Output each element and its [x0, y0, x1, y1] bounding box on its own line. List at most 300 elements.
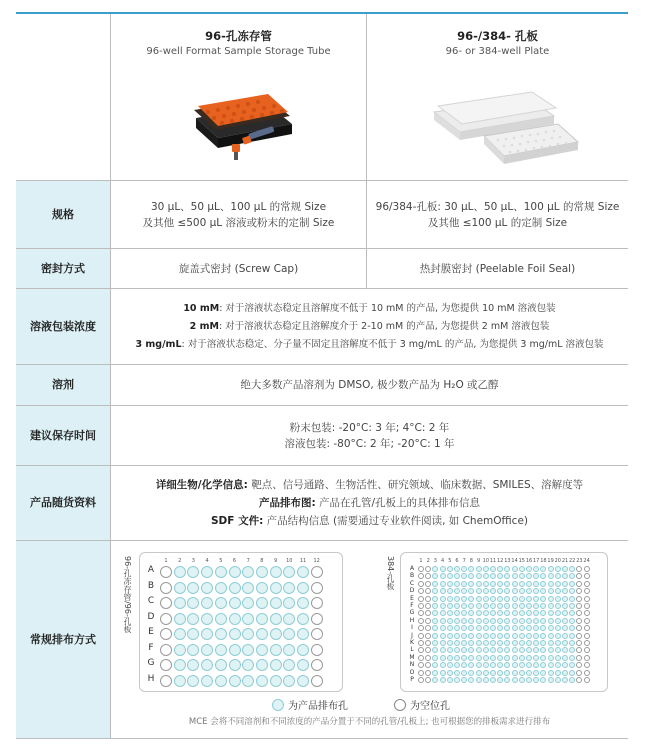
plate384-well — [461, 633, 467, 639]
plate384-well — [555, 670, 561, 676]
plate384-well — [562, 670, 568, 676]
plate96-well — [160, 644, 172, 656]
plate96-well — [311, 644, 323, 656]
plate96-well — [160, 659, 172, 671]
plate384-col-label: 23 — [576, 558, 583, 564]
plate384-col-label: 9 — [477, 558, 481, 564]
plate384-well — [425, 618, 431, 624]
plate96-well — [215, 566, 227, 578]
plate96-well — [270, 675, 282, 687]
plate96-well — [215, 675, 227, 687]
plate384-well — [512, 618, 518, 624]
plate96-row-label: B — [147, 580, 155, 591]
plate384-well — [483, 618, 489, 624]
plate384-well — [440, 633, 446, 639]
plate384-well — [476, 662, 482, 668]
plate96-well — [256, 675, 268, 687]
plate96-well — [256, 582, 268, 594]
plate384-well — [526, 603, 532, 609]
plate384-row-label: L — [410, 646, 414, 654]
plate384-row-label: N — [409, 661, 415, 669]
plate384-well — [548, 662, 554, 668]
plate384-well — [418, 596, 424, 602]
plate96-well — [201, 613, 213, 625]
plate384-well — [562, 633, 568, 639]
plate384-well — [418, 603, 424, 609]
plate384-well — [526, 566, 532, 572]
docs-line1-label: 详细生物/化学信息: — [155, 479, 248, 491]
conc-line-2mm — [190, 319, 550, 335]
header-col2 — [367, 28, 628, 57]
plate96-side-label: 96-孔冻存管/96-孔板 — [123, 556, 132, 633]
well-plate-image — [428, 84, 580, 170]
tube-rack-image — [188, 76, 298, 166]
plate384-well — [555, 677, 561, 683]
plate96-well — [256, 613, 268, 625]
plate384-well — [548, 670, 554, 676]
plate96-well — [187, 675, 199, 687]
plate384-well — [555, 662, 561, 668]
plate384-well — [440, 603, 446, 609]
plate384-well — [584, 655, 590, 661]
plate96-well — [297, 675, 309, 687]
plate96-well — [311, 675, 323, 687]
spec-col2 — [367, 181, 628, 248]
row-divider — [16, 738, 628, 739]
plate384-row-label: J — [411, 631, 413, 639]
plate384-well — [454, 670, 460, 676]
plate384-well — [569, 633, 575, 639]
docs-line3 — [211, 512, 528, 530]
plate384-well — [584, 640, 590, 646]
plate96-well — [160, 566, 172, 578]
plate384-well — [476, 640, 482, 646]
storage-content — [111, 406, 628, 465]
plate384-well — [526, 633, 532, 639]
plate96-well — [215, 644, 227, 656]
plate384-well — [584, 625, 590, 631]
plate384-well — [418, 677, 424, 683]
plate96-well — [311, 566, 323, 578]
legend — [272, 697, 450, 712]
plate384-well — [548, 677, 554, 683]
plate96-well — [242, 582, 254, 594]
header-col1-title: 96-孔冻存管 — [205, 29, 272, 43]
row-label-docs: 产品随货资料 — [30, 496, 96, 509]
plate384-well — [454, 566, 460, 572]
spec-col2-line1: 96/384-孔板: 30 μL、50 μL、100 μL 的常规 Size — [375, 200, 620, 213]
docs-line2-label: 产品排布图: — [258, 497, 316, 509]
plate384-well — [447, 618, 453, 624]
plate384-well — [425, 655, 431, 661]
plate384-well — [584, 670, 590, 676]
seal-col2: 热封膜密封 (Peelable Foil Seal) — [419, 262, 576, 275]
header-col1 — [111, 28, 366, 57]
plate384-well — [476, 588, 482, 594]
plate384-well — [440, 596, 446, 602]
conc-10mm-text: : 对于溶液状态稳定且溶解度不低于 10 mM 的产品, 为您提供 10 mM 溶液包装 — [219, 302, 556, 314]
plate384-well — [519, 566, 525, 572]
plate96-well — [229, 628, 241, 640]
plate384-col-label: 22 — [569, 558, 576, 564]
plate384-well — [562, 618, 568, 624]
plate384-col-label: 1 — [419, 558, 423, 564]
plate384-well — [483, 640, 489, 646]
plate384-well — [447, 625, 453, 631]
plate96-well — [201, 675, 213, 687]
plate384-well — [447, 662, 453, 668]
plate384-well — [569, 655, 575, 661]
plate384-well — [497, 670, 503, 676]
plate384-well — [418, 633, 424, 639]
plate96-well — [297, 597, 309, 609]
plate96-well — [215, 582, 227, 594]
plate96-col-label: 11 — [299, 558, 307, 564]
plate96-row-label: G — [147, 658, 155, 668]
plate384-well — [519, 588, 525, 594]
plate96-well — [229, 644, 241, 656]
plate96-well — [215, 597, 227, 609]
plate96-well — [174, 644, 186, 656]
plate384-well — [454, 677, 460, 683]
plate384-col-label: 8 — [469, 558, 473, 564]
plate384-well — [454, 618, 460, 624]
plate96-well — [311, 613, 323, 625]
plate384-well — [548, 618, 554, 624]
plate384-well — [476, 566, 482, 572]
plate96-well — [256, 628, 268, 640]
plate384-well — [476, 625, 482, 631]
plate384-row-label: H — [409, 616, 415, 624]
plate96-row-label: C — [147, 596, 155, 606]
plate96-well — [215, 613, 227, 625]
plate384-well — [519, 677, 525, 683]
plate384-well — [461, 670, 467, 676]
plate384-col-label: 12 — [497, 558, 504, 564]
plate384-well — [418, 581, 424, 587]
plate384-well — [533, 596, 539, 602]
plate96-col-label: 8 — [260, 558, 264, 564]
plate96-well — [229, 659, 241, 671]
plate384-col-label: 17 — [533, 558, 540, 564]
plate384-well — [519, 625, 525, 631]
plate96-well — [256, 659, 268, 671]
plate384-col-label: 7 — [462, 558, 466, 564]
plate384-well — [476, 633, 482, 639]
plate384-well — [562, 640, 568, 646]
layout-note: MCE 会将不同溶剂和不同浓度的产品分置于不同的孔管/孔板上; 也可根据您的排板需求进行排布 — [188, 717, 551, 727]
plate384-well — [447, 603, 453, 609]
plate96-col-label: 12 — [313, 558, 320, 564]
plate96-well — [187, 613, 199, 625]
plate384-row-label: K — [410, 639, 414, 646]
plate384-row-label: P — [410, 676, 414, 683]
row-label-layout: 常规排布方式 — [30, 632, 96, 646]
plate384-well — [519, 596, 525, 602]
plate384-col-label: 2 — [426, 558, 430, 564]
plate384-well — [548, 566, 554, 572]
plate384-col-label: 15 — [518, 558, 525, 564]
plate384-well — [490, 640, 496, 646]
plate384-row-label: G — [409, 609, 415, 617]
plate384-well — [584, 588, 590, 594]
plate96-well — [283, 644, 295, 656]
plate96-well — [270, 582, 282, 594]
plate96-well — [297, 582, 309, 594]
plate384-col-label: 6 — [455, 558, 459, 564]
plate384-col-label: 18 — [540, 558, 547, 564]
plate96-well — [229, 613, 241, 625]
plate384-well — [490, 655, 496, 661]
plate96-well — [311, 628, 323, 640]
plate96-well — [201, 582, 213, 594]
plate384-row-label: B — [409, 572, 415, 580]
legend-empty-icon — [394, 699, 406, 711]
plate384-well — [490, 603, 496, 609]
plate96-well — [297, 644, 309, 656]
plate384-well — [490, 566, 496, 572]
storage-solution: 溶液包装: -80°C: 2 年; -20°C: 1 年 — [284, 437, 455, 450]
spec-col1 — [111, 181, 366, 248]
plate384-well — [483, 603, 489, 609]
plate384-well — [512, 655, 518, 661]
plate384-col-label: 10 — [482, 558, 489, 564]
plate96-well — [270, 644, 282, 656]
plate384-well — [584, 596, 590, 602]
plate96-well — [201, 659, 213, 671]
plate384-well — [548, 655, 554, 661]
plate384-well — [447, 566, 453, 572]
plate384-row-label: I — [411, 624, 413, 632]
plate384-well — [440, 588, 446, 594]
plate96-well — [270, 566, 282, 578]
plate384-well — [440, 566, 446, 572]
spec-col1-line1: 30 μL、50 μL、100 μL 的常规 Size — [150, 200, 327, 213]
plate384-well — [526, 655, 532, 661]
plate384-well — [512, 603, 518, 609]
plate96-well — [174, 582, 186, 594]
plate384-well — [497, 655, 503, 661]
plate384-well — [490, 596, 496, 602]
plate96-row-label: F — [148, 642, 154, 653]
plate96-well — [256, 566, 268, 578]
conc-2mm-label: 2 mM — [189, 320, 219, 332]
plate96-well — [201, 566, 213, 578]
plate384-well — [562, 603, 568, 609]
plate384-well — [497, 633, 503, 639]
plate384-well — [526, 596, 532, 602]
plate384-well — [555, 603, 561, 609]
plate96-row-label: D — [147, 611, 155, 622]
plate384-well — [562, 566, 568, 572]
plate384-well — [483, 633, 489, 639]
plate384-well — [447, 588, 453, 594]
plate384-well — [476, 581, 482, 587]
plate384-well — [562, 677, 568, 683]
plate384-well — [555, 588, 561, 594]
plate96-well — [174, 628, 186, 640]
plate384-well — [476, 677, 482, 683]
plate96-well — [174, 566, 186, 578]
plate384-col-label: 21 — [561, 558, 569, 564]
plate384-well — [548, 625, 554, 631]
storage-powder: 粉末包装: -20°C: 3 年; 4°C: 2 年 — [289, 421, 450, 434]
plate384-well — [584, 566, 590, 572]
plate384-well — [454, 603, 460, 609]
plate384-well — [447, 655, 453, 661]
row-label-solvent: 溶剂 — [52, 378, 74, 391]
plate384-well — [425, 581, 431, 587]
plate384-well — [425, 633, 431, 639]
plate384-col-label: 4 — [441, 558, 445, 564]
plate96-col-label: 3 — [191, 558, 195, 564]
docs-line3-label: SDF 文件: — [210, 515, 264, 527]
docs-line1 — [156, 476, 583, 494]
plate384-well — [483, 596, 489, 602]
plate96-well — [201, 597, 213, 609]
plate384-well — [519, 618, 525, 624]
plate384-col-label: 11 — [489, 558, 497, 564]
plate384-well — [476, 596, 482, 602]
plate96-well — [270, 613, 282, 625]
conc-2mm-text: : 对于溶液状态稳定且溶解度介于 2-10 mM 的产品, 为您提供 2 mM 溶液包装 — [218, 320, 550, 332]
plate384-well — [569, 670, 575, 676]
plate384-well — [418, 618, 424, 624]
plate384-well — [548, 596, 554, 602]
spec-col1-line2: 及其他 ≤500 μL 溶液或粉末的定制 Size — [142, 216, 335, 229]
plate384-well — [447, 670, 453, 676]
plate96-well — [242, 644, 254, 656]
plate96-well — [229, 675, 241, 687]
plate384-well — [555, 566, 561, 572]
row-label-spec: 规格 — [52, 207, 74, 221]
docs-line2 — [259, 494, 480, 512]
plate384-well — [483, 581, 489, 587]
plate384-well — [418, 640, 424, 646]
plate96-well — [187, 582, 199, 594]
top-rule — [16, 12, 628, 14]
plate96-well — [174, 675, 186, 687]
plate96-well — [242, 613, 254, 625]
plate384-well — [483, 677, 489, 683]
plate384-well — [584, 633, 590, 639]
plate384-well — [526, 670, 532, 676]
plate96-well — [311, 582, 323, 594]
plate96-well — [283, 613, 295, 625]
plate384-well — [454, 596, 460, 602]
header-col2-title: 96-/384- 孔板 — [457, 29, 538, 43]
plate384-well — [526, 640, 532, 646]
plate384-well — [454, 640, 460, 646]
plate384-well — [584, 603, 590, 609]
plate384-well — [562, 596, 568, 602]
plate384-well — [476, 670, 482, 676]
plate384-well — [447, 640, 453, 646]
plate96-well — [297, 659, 309, 671]
plate384-well — [562, 655, 568, 661]
plate384-well — [519, 655, 525, 661]
plate384-well — [483, 625, 489, 631]
seal-col1: 旋盖式密封 (Screw Cap) — [178, 262, 299, 275]
plate384-well — [555, 596, 561, 602]
plate384-row-label: F — [410, 602, 414, 609]
plate384-row-label: D — [409, 587, 415, 595]
plate96-well — [297, 628, 309, 640]
plate384-well — [519, 662, 525, 668]
plate384-well — [454, 581, 460, 587]
plate96-well — [270, 597, 282, 609]
plate384-well — [512, 662, 518, 668]
plate384-well — [461, 581, 467, 587]
plate96-col-label: 4 — [205, 558, 209, 564]
plate384-well — [555, 655, 561, 661]
plate96-well — [283, 675, 295, 687]
plate384-well — [512, 625, 518, 631]
plate384-well — [555, 633, 561, 639]
plate384-well — [548, 588, 554, 594]
plate96-well — [174, 659, 186, 671]
conc-line-10mm — [183, 301, 555, 317]
plate384-well — [569, 596, 575, 602]
plate384-well — [526, 618, 532, 624]
plate96-well — [160, 675, 172, 687]
plate384-well — [562, 581, 568, 587]
plate384-well — [461, 618, 467, 624]
plate384-well — [519, 603, 525, 609]
plate384-well — [440, 618, 446, 624]
plate384-well — [418, 566, 424, 572]
plate384-col-label: 13 — [504, 558, 511, 564]
plate384-well — [447, 596, 453, 602]
plate384-well — [440, 581, 446, 587]
plate384-well — [476, 603, 482, 609]
plate384-well — [440, 655, 446, 661]
plate384-well — [483, 566, 489, 572]
plate384-col-label: 5 — [448, 558, 452, 564]
plate384-well — [533, 618, 539, 624]
plate96-row-label: A — [147, 565, 155, 575]
row-label-concentration: 溶液包装浓度 — [30, 319, 96, 333]
plate96-well — [160, 613, 172, 625]
docs-line3-text: 产品结构信息 (需要通过专业软件阅读, 如 ChemOffice) — [263, 515, 529, 527]
plate384-col-label: 24 — [583, 558, 590, 564]
plate96-well — [201, 628, 213, 640]
plate384-well — [533, 633, 539, 639]
plate384-well — [440, 677, 446, 683]
plate96-well — [215, 659, 227, 671]
plate96-well — [229, 566, 241, 578]
solvent-text: 绝大多数产品溶剂为 DMSO, 极少数产品为 H₂O 或乙醇 — [240, 379, 499, 391]
plate384-row-label: O — [409, 668, 415, 676]
plate96-well — [174, 613, 186, 625]
plate96-row-label: E — [148, 627, 154, 637]
docs-line2-text: 产品在孔管/孔板上的具体排布信息 — [315, 497, 481, 509]
plate96-well — [270, 659, 282, 671]
plate96-well — [160, 628, 172, 640]
plate384-well — [533, 581, 539, 587]
plate384-side-label: 384-孔板 — [386, 556, 395, 591]
plate384-col-label: 3 — [433, 558, 437, 564]
concentration-content — [111, 289, 628, 364]
legend-empty-label: 为空位孔 — [410, 701, 450, 712]
plate384-row-label: E — [410, 594, 414, 602]
plate384-well — [447, 581, 453, 587]
plate384-well — [519, 581, 525, 587]
conc-3mgml-text: : 对于溶液状态稳定、分子量不固定且溶解度不低于 3 mg/mL 的产品, 为您提供 3 mg/mL 溶液包装 — [181, 338, 604, 350]
conc-10mm-label: 10 mM — [183, 302, 220, 314]
plate384-well — [476, 655, 482, 661]
plate96-col-label: 10 — [286, 558, 293, 564]
